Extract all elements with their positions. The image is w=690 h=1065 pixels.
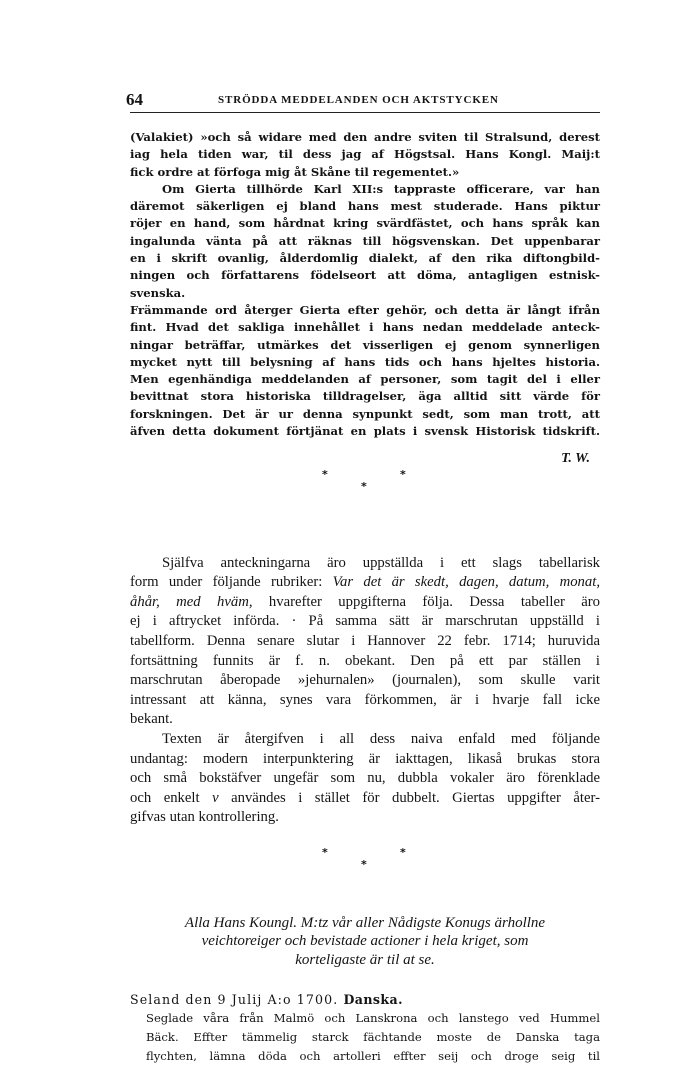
divider-star: * [400, 467, 406, 481]
text-line: tabellform. Denna senare slutar i Hannover 22 febr. 1714; huruvida [130, 633, 600, 650]
page [126, 90, 601, 1065]
title-line: korteligaste är til at se. [295, 951, 435, 968]
divider-star: * [322, 845, 328, 859]
text-line: fortsättning funnits är f. n. obekant. Den på ett par ställen i [130, 652, 600, 669]
text-line: Främmande ord återger Gierta efter gehör, och detta är långt ifrån [130, 302, 600, 317]
text-line: forskningen. Det är ur denna synpunkt sedt, som man trott, att [130, 406, 600, 421]
running-head: STRÖDDA MEDDELANDEN OCH AKTSTYCKEN [218, 94, 499, 106]
text-line: bekant. [130, 711, 173, 728]
text-line: Men egenhändiga meddelanden af personer, som tagit del i eller [130, 372, 600, 387]
text-line: gifvas utan kontrollering. [130, 809, 279, 826]
author-signature: T. W. [561, 451, 590, 467]
entry-place-date: Seland den 9 Julij A:o 1700. [130, 992, 339, 1008]
intro-text [130, 129, 600, 468]
text-line: Själfva anteckningarna äro uppställda i ett slags tabellarisk [162, 554, 600, 571]
divider-star: * [400, 845, 406, 859]
entry-party: Danska. [343, 992, 403, 1008]
notes-paragraph-1 [130, 554, 600, 730]
text-line: ej i aftrycket införda. · På samma sätt är marschrutan uppställd i [130, 613, 600, 630]
entry-text [146, 1009, 600, 1065]
divider-star: * [322, 467, 328, 481]
text-line: Seglade våra från Malmö och Lanskrona och lanstego ved Hummel [146, 1011, 600, 1026]
text-line: bevittnat stora historiska tilldragelser, äga alltid sitt värde för [130, 389, 600, 404]
text-line: fint. Hvad det sakliga innehållet i hans nedan meddelade anteck- [130, 320, 600, 335]
title-line: Alla Hans Koungl. M:tz vår aller Nådigste Konugs ärhollne [184, 914, 546, 931]
text-span: hvarefter uppgifterna följa. Dessa tabeller äro [252, 593, 601, 610]
text-line: intressant att känna, synes vara förkommen, är i hvarje fall icke [130, 691, 600, 708]
text-line: äfven detta dokument förtjänat en plats i svensk Historisk tidskrift. [130, 424, 600, 439]
page-number: 64 [126, 90, 143, 109]
italic-rubrics: åhår, med hväm, [130, 593, 253, 610]
italic-rubrics: Var det är skedt, dagen, datum, monat, [332, 574, 600, 591]
divider-star: * [361, 857, 367, 871]
text-line: röjer en hand, som hårdnat kring svärdfästet, och hans språk kan [130, 216, 600, 231]
italic-letter: v [212, 789, 219, 806]
intro-paragraph-2 [130, 181, 600, 440]
document-title [130, 914, 600, 970]
text-line: undantag: modern interpunktering är iakttagen, likaså brukas stora [130, 750, 600, 767]
entry-heading [130, 991, 600, 1009]
text-line: iag hela tiden war, til dess jag af Högstsal. Hans Kongl. Maij:t [130, 147, 600, 162]
text-line: (Valakiet) »och så widare med den andre sviten til Stralsund, derest [130, 130, 600, 144]
page-header [126, 90, 600, 113]
text-line: flychten, lämna döda och artolleri effter seij och droge seig til [146, 1048, 600, 1063]
editorial-notes [130, 554, 600, 828]
title-line: veichtoreiger och bevistade actioner i hela kriget, som [201, 933, 529, 950]
text-span: användes i stället för dubbelt. Giertas uppgifter åter- [218, 789, 601, 806]
section-divider-stars [130, 846, 600, 870]
text-line: ningen och författarens födelseort att döma, antagligen estnisk-svenska. [130, 268, 600, 300]
divider-star: * [361, 479, 367, 493]
notes-paragraph-2 [130, 730, 600, 828]
text-line: Om Gierta tillhörde Karl XII:s tappraste officerare, var han [162, 181, 600, 196]
text-line: och små bokstäfver ungefär som nu, dubbla vokaler äro förenklade [130, 770, 600, 787]
text-line: Bäck. Effter tämmelig starck fächtande moste de Danska taga [146, 1030, 600, 1045]
text-span: och enkelt [130, 789, 213, 806]
text-line: fick ordre at förfoga mig åt Skåne til regementet.» [130, 164, 460, 179]
text-span: form under följande rubriker: [130, 574, 333, 591]
section-divider-stars [130, 468, 600, 492]
text-line [130, 593, 600, 613]
intro-paragraph-1 [130, 129, 600, 181]
text-line [130, 573, 600, 593]
text-line: ningar beträffar, utmärkes det visserligen ej genom synnerligen [130, 337, 600, 352]
text-line: en i skrift ovanlig, ålderdomlig dialekt, af den rika diftongbild- [130, 251, 600, 266]
text-line: mycket nytt till belysning af hans tids och hans hjeltes historia. [130, 354, 600, 369]
text-line: däremot säkerligen ej bland hans mest studerade. Hans piktur [130, 199, 600, 214]
text-line [130, 789, 600, 809]
text-line: marschrutan åberopade »jehurnalen» (journalen), som skulle varit [130, 672, 600, 689]
text-line: ingalunda vänta på att räknas till högsvenskan. Det uppenbarar [130, 233, 600, 248]
text-line: Texten är återgifven i all dess naiva enfald med följande [162, 730, 600, 747]
